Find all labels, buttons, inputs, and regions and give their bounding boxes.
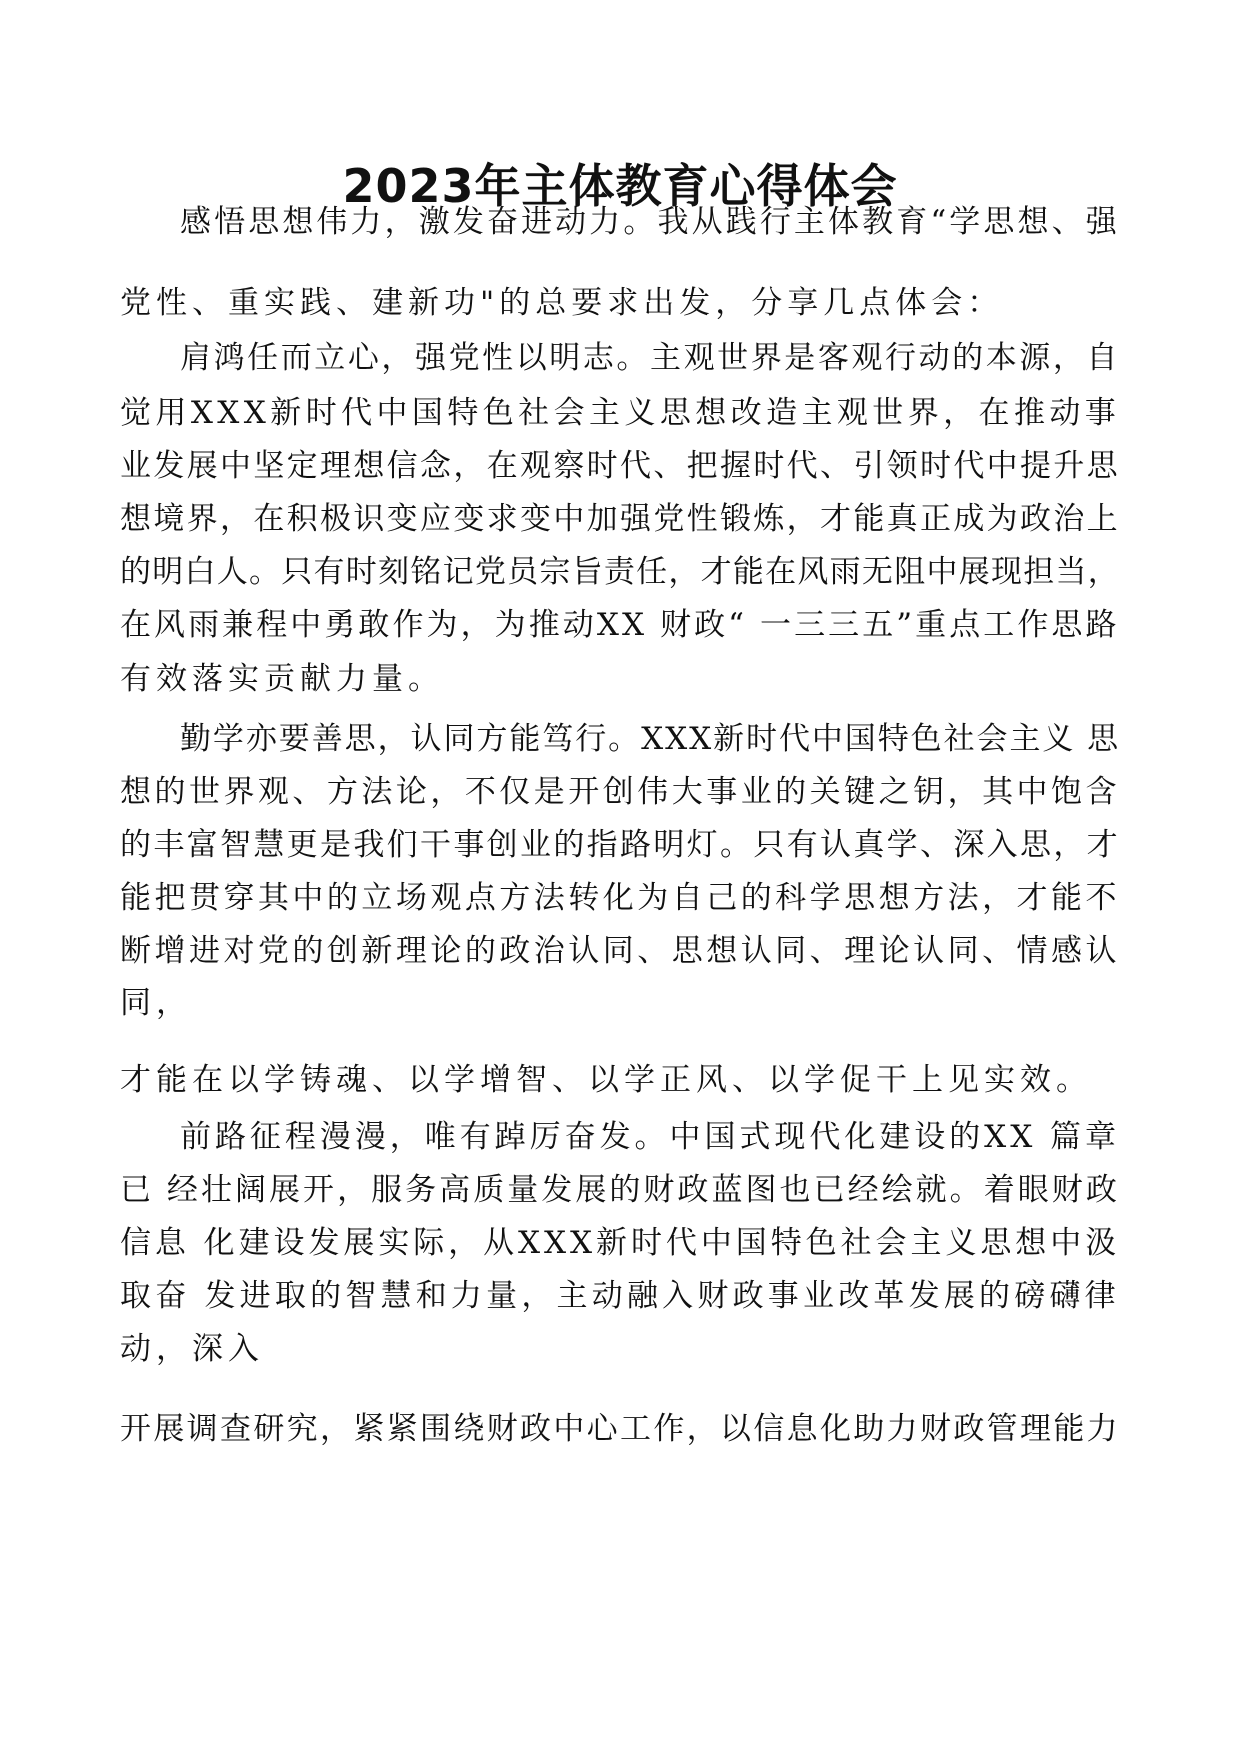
paragraph-3-line-2: 想的世界观、方法论，不仅是开创伟大事业的关键之钥，其中饱含 [120,774,1120,810]
paragraph-3-line-6: 同， [120,985,192,1021]
paragraph-2-line-7: 有效落实贡献力量。 [120,661,444,697]
paragraph-3-line-7: 才能在以学铸魂、以学增智、以学正风、以学促干上见实效。 [120,1062,1092,1098]
paragraph-3-line-1: 勤学亦要善思，认同方能笃行。XXX新时代中国特色社会主义 思 [180,721,1121,757]
paragraph-3-line-5: 断增进对党的创新理论的政治认同、思想认同、理论认同、情感认 [120,933,1120,969]
paragraph-2-line-4: 想境界，在积极识变应变求变中加强党性锻炼，才能真正成为政治上 [120,501,1120,537]
paragraph-4-line-5: 动，深入 [120,1331,264,1367]
paragraph-2-line-3: 业发展中坚定理想信念，在观察时代、把握时代、引领时代中提升思 [120,448,1120,484]
paragraph-2-line-2: 觉用XXX新时代中国特色社会主义思想改造主观世界，在推动事 [120,395,1121,431]
paragraph-2-line-6: 在风雨兼程中勇敢作为，为推动XX 财政“ 一三三五”重点工作思路 [120,607,1120,643]
paragraph-4-line-3: 信息 化建设发展实际，从XXX新时代中国特色社会主义思想中汲 [120,1225,1121,1261]
paragraph-4-line-2: 已 经壮阔展开，服务高质量发展的财政蓝图也已经绘就。着眼财政 [120,1172,1120,1208]
paragraph-4-line-1: 前路征程漫漫，唯有踔厉奋发。中国式现代化建设的XX 篇章 [180,1119,1120,1155]
paragraph-3-line-3: 的丰富智慧更是我们干事创业的指路明灯。只有认真学、深入思，才 [120,827,1120,863]
paragraph-3-line-4: 能把贯穿其中的立场观点方法转化为自己的科学思想方法，才能不 [120,880,1120,916]
paragraph-1-line-2: 党性、重实践、建新功"的总要求出发，分享几点体会： [120,285,1004,321]
paragraph-2-line-5: 的明白人。只有时刻铭记党员宗旨责任，才能在风雨无阻中展现担当， [120,554,1120,590]
paragraph-2-line-1: 肩鸿任而立心，强党性以明志。主观世界是客观行动的本源，自 [180,340,1120,376]
document-title: 2023年主体教育心得体会 [342,159,898,213]
paragraph-1-line-1: 感悟思想伟力，激发奋进动力。我从践行主体教育“学思想、强 [180,204,1120,240]
paragraph-4-line-4: 取奋 发进取的智慧和力量，主动融入财政事业改革发展的磅礴律 [120,1278,1120,1314]
paragraph-4-line-6: 开展调查研究，紧紧围绕财政中心工作，以信息化助力财政管理能力 [120,1411,1120,1447]
